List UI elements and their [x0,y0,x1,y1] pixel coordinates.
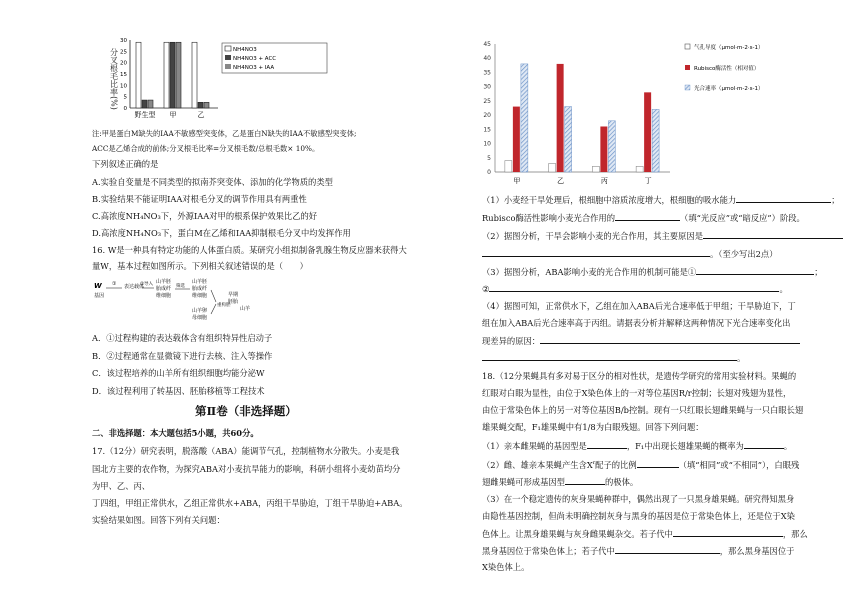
y-tick-label: 35 [483,69,491,77]
q18-part1 [482,440,792,452]
q17-p1-text-a: （1）小麦经干旱处理后，根细胞中溶质浓度增大，根细胞的吸水能力 [482,195,737,205]
chart-note-2: ACC是乙烯合成的前体;分叉根毛比率=分叉根毛数/总根毛数× 10%。 [92,144,320,153]
y-axis-label: 分叉根毛比率(%) [109,48,119,110]
answer-blank[interactable] [673,528,783,537]
answer-blank[interactable] [489,283,779,292]
q17-p1-text-c: Rubisco酶活性影响小麦光合作用的 [482,213,616,223]
q17-p2-text-a: （2）据图分析，干旱会影响小麦的光合作用，其主要原因是 [482,231,703,241]
y-tick-label: 25 [120,49,127,56]
answer-blank[interactable] [540,335,800,344]
x-tick-label: 乙 [557,177,565,185]
chart-bar [170,42,175,108]
legend-swatch-photosynthesis [685,85,690,90]
diagram-arrow1-label: ① [112,281,117,287]
q18-line-4: 雄果蝇交配，F₁雄果蝇中有1/8为白眼残翅。回答下列问题： [482,422,704,432]
q18-p3-text-d: ，那么黑身基因位于 [719,546,795,556]
q17-p4-text: 现差异的原因： [482,336,541,346]
q17-part3-line1 [482,266,823,278]
answer-blank[interactable] [587,440,627,449]
q17-part3-line2 [482,283,788,295]
photosynthesis-chart [475,36,765,188]
x-tick-label: 丁 [644,177,652,185]
q15-option-a: A.实验自变量是不同类型的拟南芥突变体、添加的化学物质的类型 [92,177,333,187]
chart-bar [136,42,141,108]
x-tick-label: 甲 [513,177,521,185]
legend-label-nh4no3: NH4NO3 [233,47,257,53]
y-tick-label: 20 [483,112,491,120]
chart-bar [505,161,512,172]
diagram-arrow3-label: 筛选 [176,284,185,289]
chart-bar [198,102,203,108]
legend-swatch-iaa [225,64,231,69]
diagram-recon: 重构胚 [217,303,231,308]
y-tick-label: 15 [120,72,127,78]
y-tick-label: 10 [483,140,491,148]
q18-part3-line3 [482,528,808,540]
q16-option-c: C．该过程培养的山羊所有组织细胞均能分泌W [92,368,265,378]
legend-label-rubisco: Rubisco酶活性（相对值） [694,66,760,72]
chart-bar [592,166,599,172]
y-tick-label: 20 [120,60,127,67]
chart-bar [600,126,607,172]
q17-line-1: 17.（12分）研究表明，脱落酸（ABA）能调节气孔，控制植物水分散失。小麦是我 [92,446,400,456]
diagram-vector: 表达载体 [124,284,145,290]
y-tick-label: 0 [487,169,491,176]
answer-blank[interactable] [615,212,680,221]
q15-option-d: D.高浓度NH₄NO₃下，蛋白M在乙烯和IAA抑制根毛分叉中均发挥作用 [92,228,351,238]
q16-option-a: A．①过程构建的表达载体含有组织特异性启动子 [92,333,273,343]
q18-part3-line1: （3）在一个稳定遗传的灰身果蝇种群中，偶然出现了一只黑身雄果蝇。研究得知黑身 [482,494,795,504]
q18-part3-line4 [482,545,794,557]
answer-blank[interactable] [696,266,814,275]
q16-stem-1: 16. W是一种具有特定功能的人体蛋白质。某研究小组拟制备乳腺生物反应器来获得大 [92,245,407,255]
answer-blank[interactable] [744,440,784,449]
q17-line-4: 丁四组，甲组正常供水，乙组正常供水+ABA，丙组干旱胁迫，丁组干旱胁迫+ABA。 [92,498,408,508]
q17-p3-text-a: （3）据图分析，ABA影响小麦的光合作用的机制可能是① [482,267,697,277]
chart-bar [557,64,564,172]
x-tick-label: 乙 [197,111,205,119]
answer-blank[interactable] [703,230,843,239]
legend-swatch-stomatal [685,44,690,49]
chart-bar [204,102,209,108]
chart-bar [644,92,651,172]
diagram-cells-1: 山羊胚 [156,279,172,285]
q17-part2-line2 [482,248,778,260]
answer-blank[interactable] [615,545,720,554]
chart-bar [636,166,643,172]
q17-p1-text-b: ； [831,195,840,205]
q15-option-b: B.实验结果不能证明IAA对根毛分叉的调节作用具有两重性 [92,194,307,204]
q17-line-5: 实验结果如图。回答下列有关问题： [92,515,225,525]
y-tick-label: 10 [120,83,127,90]
x-tick-label: 丙 [600,177,608,185]
answer-blank[interactable] [482,352,737,361]
legend-label-iaa: NH4NO3 + IAA [233,65,275,71]
diagram-w: W [94,282,102,290]
diagram-cells2-2: 胎成纤 [192,286,208,292]
answer-blank[interactable] [637,459,679,468]
legend-label-photosynthesis: 光合速率（μmol·m-2·s-1） [694,86,764,92]
q18-p2-sup: r [592,460,596,466]
q18-part2-line1 [482,458,799,471]
q15-prompt: 下列叙述正确的是 [92,159,159,169]
q18-p1-text-c: 。 [783,441,793,451]
y-tick-label: 40 [483,55,491,63]
section-subtitle: 二、非选择题：本大题包括5小题，共60分。 [92,428,259,438]
legend-label-stomatal: 气孔导度（μmol·m-2·s-1） [694,45,764,51]
q18-line-2: 红眼对白眼为显性，由位于X染色体上的一对等位基因R/r控制；长翅对残翅为显性， [482,388,792,398]
q17-part1-line2 [482,212,805,224]
y-tick-label: 45 [483,41,491,48]
diagram-arrow2-label: ②导入 [140,282,154,287]
chart-bar [565,107,572,172]
y-tick-label: 0 [123,106,127,112]
q16-stem-2: 量W，基本过程如图所示。下列相关叙述错误的是（ ） [92,261,308,271]
chart-note-1: 注:甲是蛋白M缺失的IAA不敏感型突变体，乙是蛋白N缺失的IAA不敏感型突变体; [92,129,357,138]
q18-p2-text-b: 配子的比例 [595,459,637,470]
diagram-egg-1: 山羊卵 [192,308,208,314]
chart-bar [513,107,520,172]
answer-blank[interactable] [482,248,710,257]
chart-bar [652,109,659,172]
q18-part2-line2 [482,476,638,488]
chart-legend [685,43,763,92]
q18-part3-line5: X染色体上。 [482,562,530,572]
q18-line-1: 18.（12分果蝇具有多对易于区分的相对性状，是遗传学研究的常用实验材料。果蝇的 [482,371,797,381]
diagram-cells-3: 维细胞 [156,293,172,299]
diagram-cells2-1: 山羊胚 [192,279,208,285]
q17-p3-text-c: ② [482,284,490,294]
chart-bar [176,42,181,108]
q17-p1-text-d: （填“光反应”或“暗反应”）阶段。 [680,213,805,223]
q15-option-c: C.高浓度NH₄NO₃下，外源IAA对甲的根系保护效果比乙的好 [92,211,318,221]
q17-part4-line4 [482,352,745,364]
q16-option-b: B．②过程通常在显微镜下进行去核、注入等操作 [92,351,273,361]
q18-p2-text-a: （2）雌、雄亲本果蝇产生含X [482,459,593,470]
diagram-cells2-3: 维细胞 [192,293,208,299]
diagram-cells-2: 胎成纤 [156,286,172,292]
diagram-gene: 基因 [94,293,105,299]
chart-legend [222,43,327,73]
chart-bar [164,42,169,108]
q18-p1-text-a: （1）亲本雌果蝇的基因型是 [482,441,587,451]
q17-part4-line2: 组在加入ABA后光合速率高于丙组。请据表分析并解释这两种情况下光合速率变化出 [482,318,791,328]
y-tick-label: 15 [483,126,491,134]
q17-p2-text-b: 。（至少写出2点） [710,249,778,259]
section-title: 第Ⅱ卷（非选择题） [195,404,297,418]
diagram-egg-2: 母细胞 [192,315,208,321]
q18-line-3: 由位于常染色体上的另一对等位基因B/b控制。现有一只红眼长翅雌果蝇与一只白眼长翅 [482,405,804,415]
root-hair-chart [100,28,330,123]
answer-blank[interactable] [736,194,831,203]
legend-swatch-nh4no3 [225,46,231,51]
y-tick-label: 30 [483,83,491,91]
chart-bar [192,42,197,108]
chart-bar [148,100,153,108]
q18-p1-text-b: ，F₁中出现长翅雄果蝇的概率为 [626,441,744,451]
q18-p3-text-c: 黑身基因位于常染色体上；若子代中 [482,546,615,556]
diagram-embryo-2: 胚胎 [228,299,239,305]
y-tick-label: 30 [120,38,127,44]
y-tick-label: 5 [123,94,127,101]
y-tick-label: 25 [483,97,491,105]
q17-p3-text-d: 。 [779,284,788,294]
legend-swatch-acc [225,55,231,60]
y-tick-label: 5 [487,154,491,162]
chart-bar [549,163,556,172]
process-diagram [92,276,252,328]
q17-part4-line3 [482,335,800,347]
q16-option-d: D．该过程利用了转基因、胚胎移植等工程技术 [92,386,265,396]
q18-p2-text-e: 的极体。 [604,477,639,487]
q18-p2-text-d: 翅雌果蝇可形成基因型 [482,477,565,487]
q17-line-2: 国北方主要的农作物，为探究ABA对小麦抗旱能力的影响，科研小组将小麦幼苗均分 [92,464,401,474]
q17-p4-end: 。 [737,353,746,363]
diagram-embryo-1: 早期 [228,292,239,298]
chart-bar [521,64,528,172]
chart-bar [608,121,615,172]
legend-label-acc: NH4NO3 + ACC [233,56,277,62]
x-tick-label: 野生型 [134,111,156,119]
diagram-goat: 山羊 [240,306,251,312]
q18-p3-text-b: ，那么 [782,529,808,539]
q17-part2-line1 [482,230,843,242]
q17-p3-text-b: ； [814,267,823,277]
q18-p3-text-a: 色体上。让黑身雄果蝇与灰身雌果蝇杂交。若子代中 [482,529,673,539]
legend-swatch-rubisco [685,65,690,70]
q18-p2-text-c: （填“相同”或“不相同”），白眼残 [678,459,800,470]
q17-part4-line1: （4）据图可知，正常供水下，乙组在加入ABA后光合速率低于甲组；干旱胁迫下，丁 [482,301,796,311]
answer-blank[interactable] [565,476,605,485]
chart-bar [142,100,147,108]
x-tick-label: 甲 [169,111,177,119]
q18-part3-line2: 由隐性基因控制，但尚未明确控制灰身与黑身的基因是位于常染色体上，还是位于X染 [482,511,795,521]
q17-part1-line1 [482,194,840,206]
q17-line-3: 为甲、乙、丙、 [92,481,151,491]
